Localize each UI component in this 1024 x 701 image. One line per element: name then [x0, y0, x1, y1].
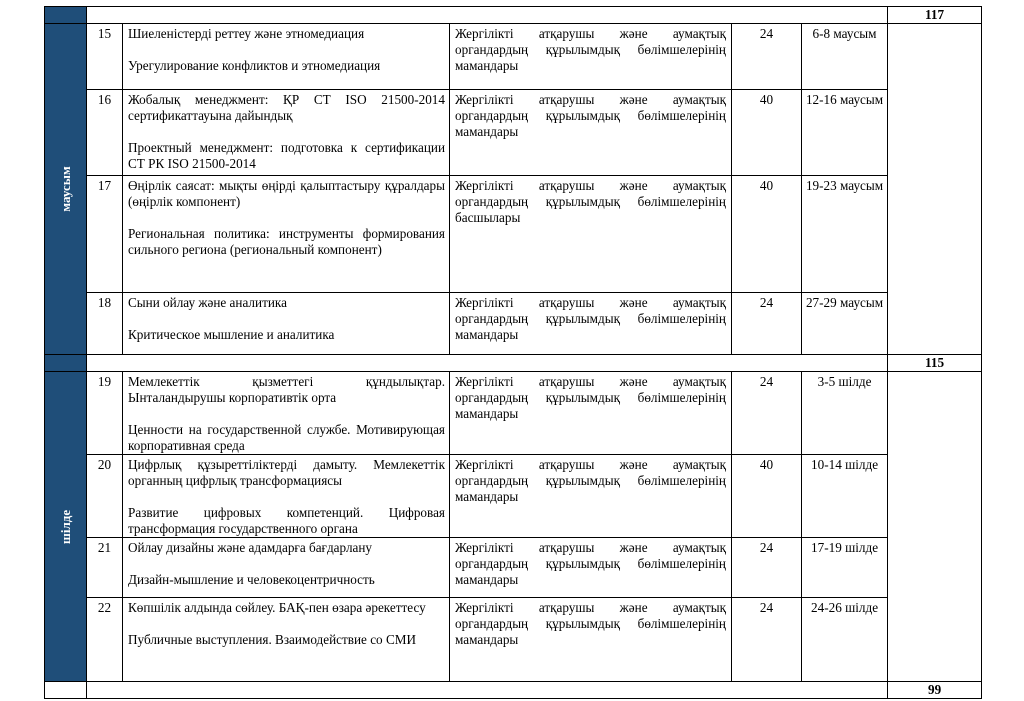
dates-cell: 17-19 шілде: [802, 538, 888, 598]
table-row: [45, 90, 982, 176]
total-row-july: [45, 682, 982, 699]
total-value-june: 115: [888, 355, 982, 372]
row-number: 22: [87, 598, 123, 682]
dates-cell: 19-23 маусым: [802, 176, 888, 293]
table-row: [45, 455, 982, 538]
audience-cell: Жергілікті атқарушы және аумақтық органдардың құрылымдық бөлімшелерінің мамандары: [450, 455, 732, 538]
topic-kz: Жобалық менеджмент: ҚР СТ ISO 21500-2014 сертификаттауына дайындық: [128, 92, 445, 123]
topic-ru: Дизайн-мышление и человекоцентричность: [128, 572, 375, 587]
topic-kz: Мемлекеттік қызметтегі құндылықтар. Ынталандырушы корпоративтік орта: [128, 374, 445, 405]
topic-ru: Развитие цифровых компетенций. Цифровая трансформация государственного органа: [128, 505, 445, 536]
topic-cell: [123, 176, 450, 293]
topic-cell: [123, 538, 450, 598]
hours-cell: 24: [732, 598, 802, 682]
hours-cell: 40: [732, 176, 802, 293]
table-row: [45, 598, 982, 682]
dates-cell: 10-14 шілде: [802, 455, 888, 538]
table-row: [45, 372, 982, 455]
audience-cell: Жергілікті атқарушы және аумақтық органдардың құрылымдық бөлімшелерінің мамандары: [450, 372, 732, 455]
total-spacer: [87, 355, 888, 372]
row-number: 16: [87, 90, 123, 176]
topic-ru: Публичные выступления. Взаимодействие со СМИ: [128, 632, 416, 647]
month-cell-end: [45, 682, 87, 699]
topic-cell: [123, 372, 450, 455]
table-row: [45, 538, 982, 598]
hours-cell: 24: [732, 293, 802, 355]
hours-cell: 24: [732, 538, 802, 598]
total-row-june: [45, 355, 982, 372]
month-cell-july: [45, 372, 87, 682]
row-number: 20: [87, 455, 123, 538]
month-cell-prev: [45, 7, 87, 24]
topic-cell: [123, 90, 450, 176]
table-row: [45, 24, 982, 90]
row-number: 21: [87, 538, 123, 598]
audience-cell: Жергілікті атқарушы және аумақтық органдардың құрылымдық бөлімшелерінің мамандары: [450, 293, 732, 355]
topic-kz: Ойлау дизайны және адамдарға бағдарлану: [128, 540, 373, 555]
total-spacer: [87, 682, 888, 699]
total-empty-july: [888, 372, 982, 682]
total-empty-june: [888, 24, 982, 355]
audience-cell: Жергілікті атқарушы және аумақтық органдардың құрылымдық бөлімшелерінің басшылары: [450, 176, 732, 293]
topic-ru: Урегулирование конфликтов и этномедиация: [128, 58, 381, 73]
dates-cell: 27-29 маусым: [802, 293, 888, 355]
hours-cell: 24: [732, 372, 802, 455]
hours-cell: 40: [732, 455, 802, 538]
topic-ru: Региональная политика: инструменты формирования сильного региона (региональный компонент): [128, 226, 445, 257]
dates-cell: 6-8 маусым: [802, 24, 888, 90]
row-number: 15: [87, 24, 123, 90]
topic-cell: [123, 598, 450, 682]
dates-cell: 3-5 шілде: [802, 372, 888, 455]
topic-kz: Өңірлік саясат: мықты өңірді қалыптастыру құралдары (өңірлік компонент): [128, 178, 445, 209]
row-number: 18: [87, 293, 123, 355]
row-number: 17: [87, 176, 123, 293]
topic-kz: Цифрлық құзыреттіліктерді дамыту. Мемлекеттік органның цифрлық трансформациясы: [128, 457, 445, 488]
total-value-july: 99: [888, 682, 982, 699]
audience-cell: Жергілікті атқарушы және аумақтық органдардың құрылымдық бөлімшелерінің мамандары: [450, 598, 732, 682]
topic-kz: Көпшілік алдында сөйлеу. БАҚ-пен өзара әрекеттесу: [128, 600, 426, 615]
topic-ru: Критическое мышление и аналитика: [128, 327, 335, 342]
hours-cell: 40: [732, 90, 802, 176]
table-row: [45, 176, 982, 293]
audience-cell: Жергілікті атқарушы және аумақтық органдардың құрылымдық бөлімшелерінің мамандары: [450, 538, 732, 598]
dates-cell: 12-16 маусым: [802, 90, 888, 176]
topic-ru: Проектный менеджмент: подготовка к сертификации СТ РК ISO 21500-2014: [128, 140, 445, 171]
topic-kz: Сыни ойлау және аналитика: [128, 295, 287, 310]
month-label-july: шілде: [57, 509, 73, 544]
topic-kz: Шиеленістерді реттеу және этномедиация: [128, 26, 365, 41]
hours-cell: 24: [732, 24, 802, 90]
topic-ru: Ценности на государственной службе. Мотивирующая корпоративная среда: [128, 422, 445, 453]
audience-cell: Жергілікті атқарушы және аумақтық органдардың құрылымдық бөлімшелерінің мамандары: [450, 90, 732, 176]
topic-cell: [123, 24, 450, 90]
row-number: 19: [87, 372, 123, 455]
total-row-top: [45, 7, 982, 24]
topic-cell: [123, 293, 450, 355]
month-cell-gap: [45, 355, 87, 372]
total-spacer: [87, 7, 888, 24]
audience-cell: Жергілікті атқарушы және аумақтық органдардың құрылымдық бөлімшелерінің мамандары: [450, 24, 732, 90]
total-value-top: 117: [888, 7, 982, 24]
dates-cell: 24-26 шілде: [802, 598, 888, 682]
table-row: [45, 293, 982, 355]
month-cell-june: [45, 24, 87, 355]
month-label-june: маусым: [57, 166, 73, 212]
schedule-table: [44, 6, 982, 699]
topic-cell: [123, 455, 450, 538]
